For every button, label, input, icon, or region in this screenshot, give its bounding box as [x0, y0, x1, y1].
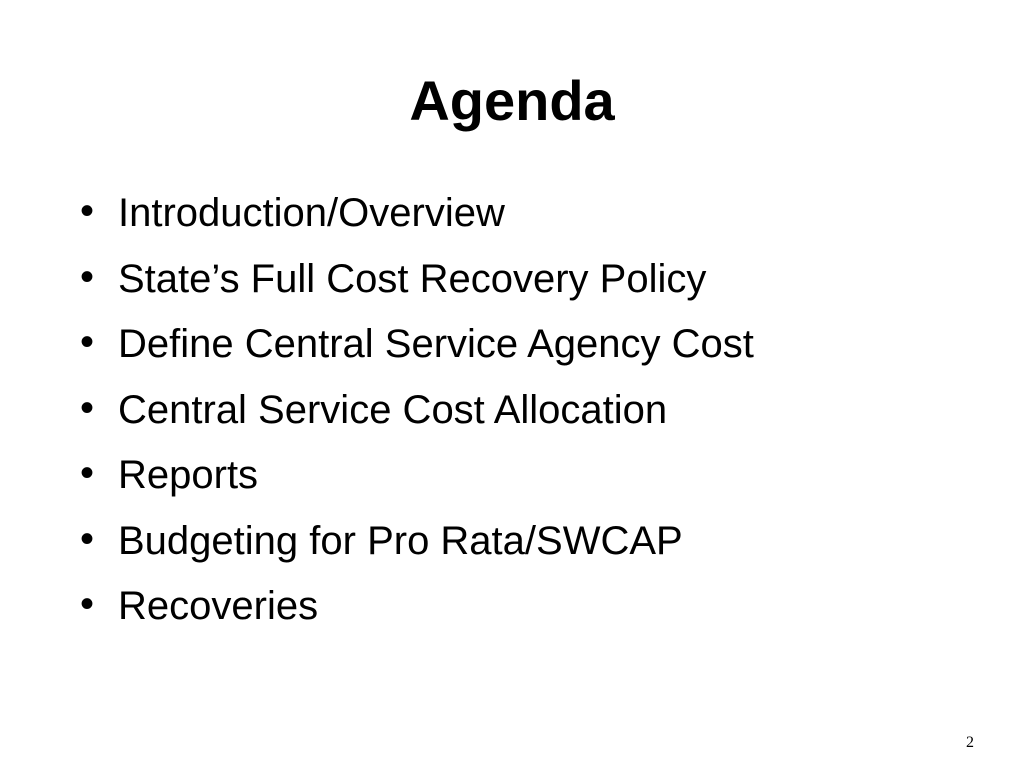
list-item — [80, 445, 754, 511]
bullet-icon: • — [80, 320, 95, 364]
list-item — [80, 249, 754, 315]
list-item-text: Reports — [118, 453, 259, 497]
bullet-icon: • — [80, 582, 95, 626]
page-number: 2 — [966, 734, 974, 751]
bullet-icon: • — [80, 451, 95, 495]
slide-title: Agenda — [409, 69, 615, 132]
list-item — [80, 576, 754, 642]
list-item-text: Budgeting for Pro Rata/SWCAP — [118, 518, 683, 563]
bullet-icon: • — [80, 385, 95, 430]
bullet-icon: • — [80, 254, 95, 299]
bullet-icon: • — [80, 516, 95, 561]
list-item-text: State’s Full Cost Recovery Policy — [118, 256, 707, 301]
agenda-list — [80, 183, 754, 642]
list-item — [80, 314, 754, 380]
list-item — [80, 380, 754, 446]
list-item-text: Introduction/Overview — [118, 191, 505, 235]
bullet-icon: • — [80, 189, 95, 233]
list-item — [80, 511, 754, 577]
list-item-text: Recoveries — [118, 584, 319, 628]
list-item — [80, 183, 754, 249]
list-item-text: Define Central Service Agency Cost — [118, 322, 754, 366]
list-item-text: Central Service Cost Allocation — [118, 387, 668, 432]
